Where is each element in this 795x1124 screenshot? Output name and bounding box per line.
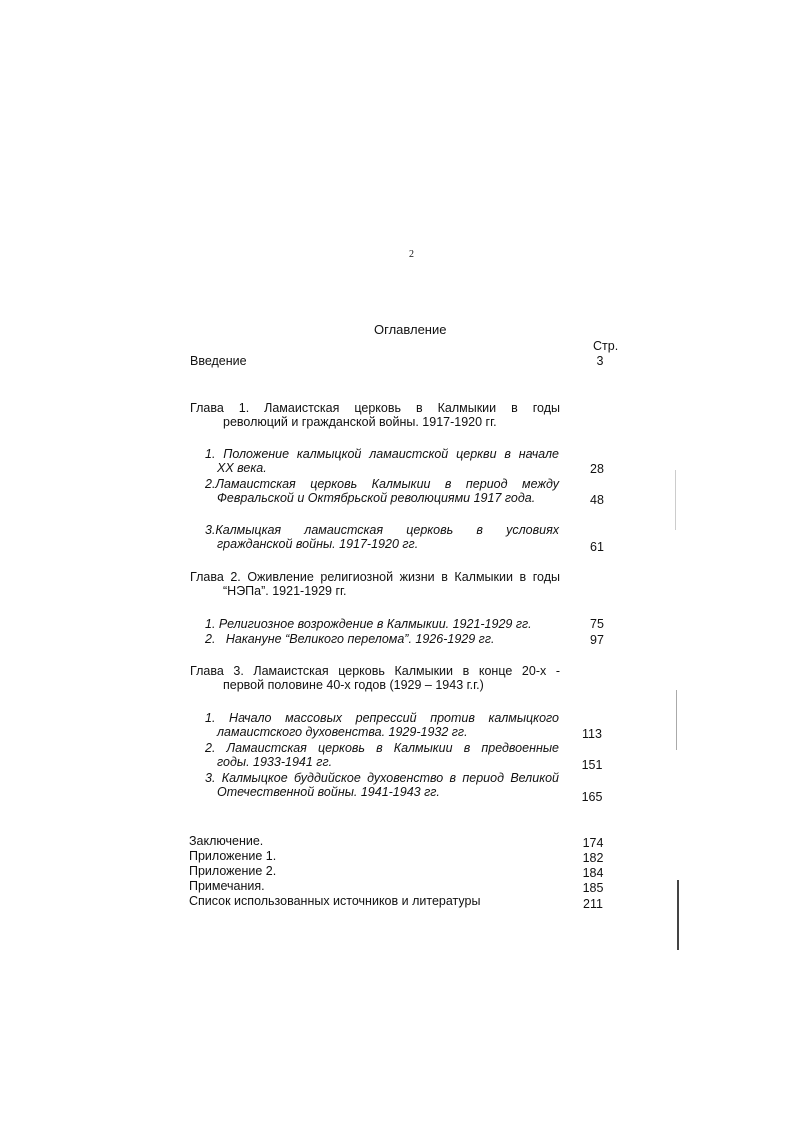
toc-intro-label: Введение [190, 354, 247, 368]
back-matter-4-label: Примечания. [189, 879, 265, 893]
section-2-2-page: 97 [590, 633, 604, 647]
chapter-1-heading [190, 401, 560, 429]
back-matter-2-page: 182 [582, 851, 604, 865]
back-matter-5-page: 211 [583, 897, 603, 911]
section-1-3 [205, 523, 559, 551]
back-matter-3-page: 184 [582, 866, 604, 880]
section-3-1-line-1: 1. Начало массовых репрессий против калмыцкого [205, 711, 559, 725]
section-3-3-page: 165 [581, 790, 603, 804]
section-3-3 [205, 771, 559, 799]
section-3-2-page: 151 [581, 758, 603, 772]
chapter-3-line-1: Глава 3. Ламаистская церковь Калмыкии в конце 20-х - [190, 664, 560, 678]
section-3-3-line-1: 3. Калмыцкое буддийское духовенство в период Великой [205, 771, 559, 785]
section-1-2-line-1: 2.Ламаистская церковь Калмыкии в период между [205, 477, 559, 491]
page-number: 2 [409, 249, 414, 260]
toc-intro-page: 3 [596, 354, 604, 368]
scan-artifact-1 [675, 470, 676, 530]
back-matter-3-label: Приложение 2. [189, 864, 277, 878]
pages-column-header: Стр. [593, 339, 619, 353]
chapter-1-line-2: революций и гражданской войны. 1917-1920 гг. [223, 415, 497, 429]
back-matter-1-page: 174 [582, 836, 604, 850]
back-matter-5-label: Список использованных источников и литературы [189, 894, 481, 908]
chapter-3-heading [190, 664, 560, 692]
section-3-2-line-1: 2. Ламаистская церковь в Калмыкии в предвоенные [205, 741, 559, 755]
toc-title: Оглавление [374, 322, 447, 337]
section-3-2-line-2: годы. 1933-1941 гг. [217, 755, 333, 769]
section-2-1: 1. Религиозное возрождение в Калмыкии. 1921-1929 гг. [205, 617, 532, 631]
scan-artifact-3 [677, 880, 679, 950]
section-1-1-line-2: XX века. [217, 461, 267, 475]
section-1-3-page: 61 [590, 540, 604, 554]
section-3-2 [205, 741, 559, 769]
section-1-1 [205, 447, 559, 475]
back-matter-4-page: 185 [582, 881, 604, 895]
chapter-2-line-2: “НЭПа”. 1921-1929 гг. [223, 584, 347, 598]
chapter-1-line-1: Глава 1. Ламаистская церковь в Калмыкии в годы [190, 401, 560, 415]
section-3-1-line-2: ламаистского духовенства. 1929-1932 гг. [217, 725, 468, 739]
chapter-2-heading [190, 570, 560, 598]
scan-artifact-2 [676, 690, 677, 750]
section-1-2-line-2: Февральской и Октябрьской революциями 1917 года. [217, 491, 536, 505]
section-2-2: 2. Накануне “Великого перелома”. 1926-1929 гг. [205, 632, 495, 646]
section-1-1-line-1: 1. Положение калмыцкой ламаистской церкви в начале [205, 447, 559, 461]
section-3-1 [205, 711, 559, 739]
section-1-3-line-2: гражданской войны. 1917-1920 гг. [217, 537, 419, 551]
section-1-3-line-1: 3.Калмыцкая ламаистская церковь в условиях [205, 523, 559, 537]
section-2-1-page: 75 [590, 617, 604, 631]
back-matter-2-label: Приложение 1. [189, 849, 277, 863]
section-1-2 [205, 477, 559, 505]
chapter-3-line-2: первой половине 40-х годов (1929 – 1943 г.г.) [223, 678, 484, 692]
chapter-2-line-1: Глава 2. Оживление религиозной жизни в Калмыкии в годы [190, 570, 560, 584]
section-3-1-page: 113 [582, 727, 602, 741]
section-3-3-line-2: Отечественной войны. 1941-1943 гг. [217, 785, 440, 799]
back-matter-1-label: Заключение. [189, 834, 264, 848]
section-1-1-page: 28 [590, 462, 604, 476]
section-1-2-page: 48 [590, 493, 604, 507]
